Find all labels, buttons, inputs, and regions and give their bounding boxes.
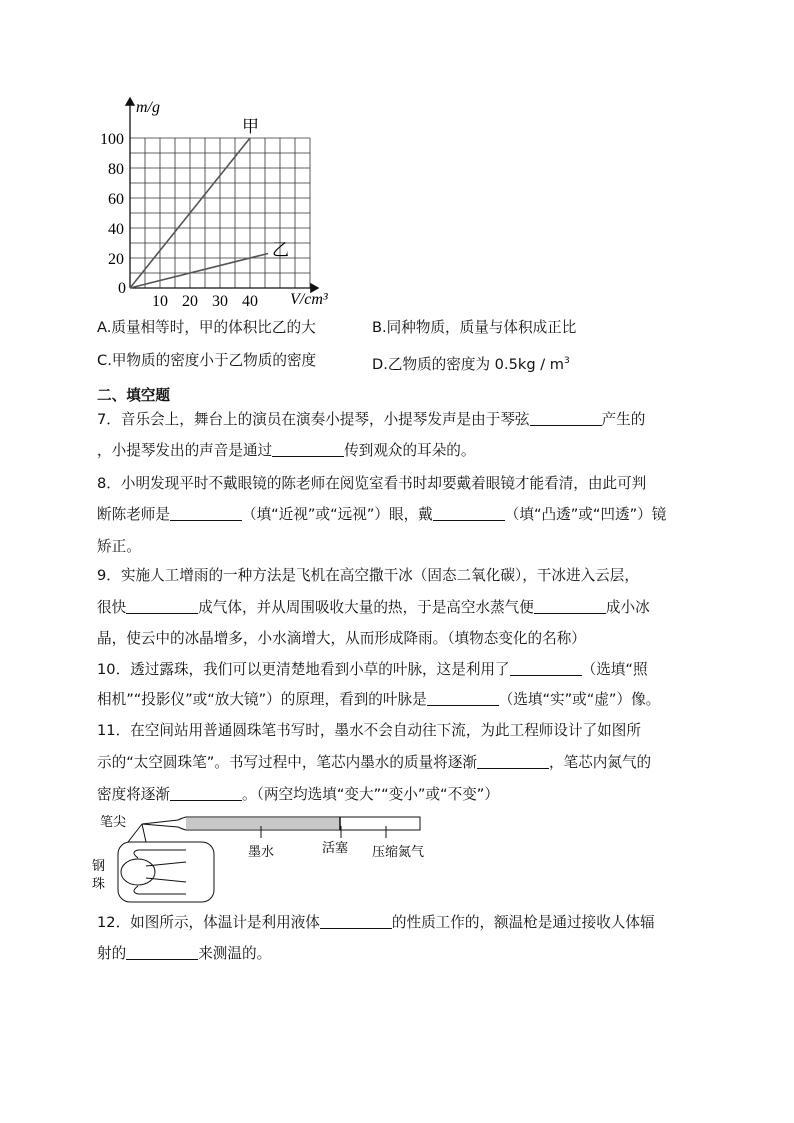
y-axis-label: m/g bbox=[136, 99, 160, 116]
label-tip: 笔尖 bbox=[100, 814, 127, 829]
x-tick-label: 40 bbox=[242, 293, 258, 310]
option-a: A.质量相等时，甲的体积比乙的大 bbox=[97, 319, 316, 336]
q8-blank-2[interactable] bbox=[433, 505, 505, 521]
x-axis-label: V/cm³ bbox=[290, 291, 328, 308]
label-ink: 墨水 bbox=[248, 844, 275, 859]
q10-line2: 相机”“投影仪”或“放大镜”）的原理，看到的叶脉是 （选填“实”或“虚”）像。 bbox=[97, 691, 661, 708]
option-b: B.同种物质，质量与体积成正比 bbox=[372, 319, 577, 336]
q7-blank-2[interactable] bbox=[272, 441, 344, 457]
q11-line1: 11．在空间站用普通圆珠笔书写时，墨水不会自动往下流，为此工程师设计了如图所 bbox=[97, 722, 641, 739]
y-tick-label: 20 bbox=[108, 251, 124, 268]
q8-blank-1[interactable] bbox=[170, 505, 242, 521]
origin-label: 0 bbox=[118, 280, 126, 297]
q9-line3: 晶，使云中的冰晶增多，小水滴增大，从而形成降雨。（填物态变化的名称） bbox=[97, 630, 586, 647]
y-tick-label: 60 bbox=[108, 191, 124, 208]
q11-blank-2[interactable] bbox=[170, 785, 242, 801]
steel-ball bbox=[121, 859, 155, 885]
option-c: C.甲物质的密度小于乙物质的密度 bbox=[97, 352, 317, 369]
q12-line2: 射的 来测温的。 bbox=[97, 945, 272, 962]
q9-line2: 很快 成气体，并从周围吸收大量的热，于是高空水蒸气便 成小冰 bbox=[97, 599, 650, 616]
q7-blank-1[interactable] bbox=[530, 410, 602, 426]
q8-line3: 矫正。 bbox=[97, 538, 141, 555]
y-tick-label: 100 bbox=[100, 131, 124, 148]
q11-line3: 密度将逐渐 。（两空均选填“变大”“变小”或“不变”） bbox=[97, 786, 499, 803]
series-label-1: 甲 bbox=[242, 117, 259, 136]
q9-blank-1[interactable] bbox=[126, 598, 198, 614]
q8-line1: 8．小明发现平时不戴眼镜的陈老师在阅览室看书时却要戴着眼镜才能看清，由此可判 bbox=[97, 475, 647, 492]
q10-line1: 10．透过露珠，我们可以更清楚地看到小草的叶脉，这是利用了 （选填“照 bbox=[97, 661, 648, 678]
series-line-2 bbox=[130, 254, 268, 289]
space-pen-diagram bbox=[86, 812, 436, 908]
y-tick-label: 80 bbox=[108, 161, 124, 178]
q9-line1: 9．实施人工增雨的一种方法是飞机在高空撒干冰（固态二氧化碳），干冰进入云层， bbox=[97, 567, 639, 584]
label-gas: 压缩氮气 bbox=[372, 844, 425, 859]
label-ball-1: 钢 bbox=[92, 858, 106, 873]
mass-volume-chart bbox=[90, 92, 350, 314]
x-tick-label: 30 bbox=[212, 293, 228, 310]
q7-line1: 7．音乐会上，舞台上的演员在演奏小提琴，小提琴发声是由于琴弦 产生的 bbox=[97, 411, 646, 428]
x-tick-label: 10 bbox=[152, 293, 168, 310]
label-ball-2: 珠 bbox=[92, 876, 106, 891]
option-d bbox=[372, 351, 570, 375]
q9-blank-2[interactable] bbox=[534, 598, 606, 614]
q12-blank-2[interactable] bbox=[126, 944, 198, 960]
label-piston: 活塞 bbox=[322, 840, 349, 855]
x-tick-label: 20 bbox=[182, 293, 198, 310]
option-d-text: D.乙物质的密度为 0.5kg / m bbox=[372, 355, 565, 373]
ink-region bbox=[186, 818, 340, 829]
option-d-sup: 3 bbox=[564, 356, 570, 366]
q8-line2: 断陈老师是 （填“近视”或“远视”）眼，戴 （填“凸透”或“凹透”）镜 bbox=[97, 506, 667, 523]
q12-blank-1[interactable] bbox=[320, 913, 392, 929]
q7-line2: ，小提琴发出的声音是通过 传到观众的耳朵的。 bbox=[97, 442, 476, 459]
q10-blank-2[interactable] bbox=[427, 690, 499, 706]
y-tick-label: 40 bbox=[108, 221, 124, 238]
q10-blank-1[interactable] bbox=[510, 660, 582, 676]
section-title: 二、填空题 bbox=[97, 387, 170, 404]
q11-blank-1[interactable] bbox=[477, 753, 549, 769]
q11-line2: 示的“太空圆珠笔”。书写过程中，笔芯内墨水的质量将逐渐 ，笔芯内氮气的 bbox=[97, 754, 652, 771]
series-label-2: 乙 bbox=[272, 240, 289, 260]
q12-line1: 12．如图所示，体温计是利用液体 的性质工作的，额温枪是通过接收人体辐 bbox=[97, 914, 655, 931]
